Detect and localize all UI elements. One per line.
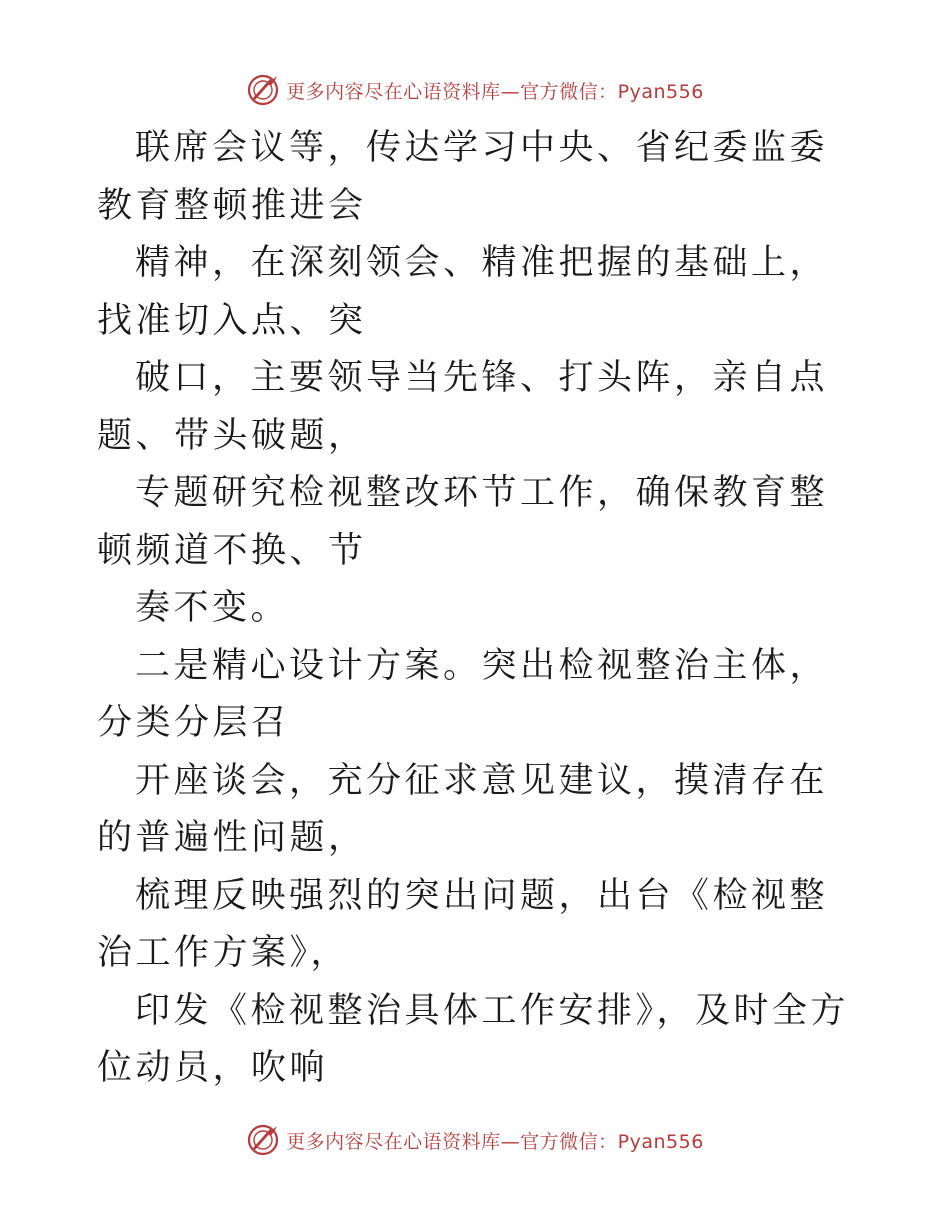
header-banner (0, 70, 950, 110)
footer-banner (0, 1120, 950, 1160)
paragraph-9: 印发《检视整治具体工作安排》，及时全方位动员，吹响 (97, 990, 850, 1088)
paragraph-6: 二是精心设计方案。突出检视整治主体，分类分层召 (97, 645, 829, 743)
paragraph-3: 破口，主要领导当先锋、打头阵，亲自点题、带头破题， (97, 358, 829, 456)
paragraph-2: 精神，在深刻领会、精准把握的基础上，找准切入点、突 (97, 243, 829, 341)
paragraph-5: 奏不变。 (135, 588, 290, 628)
quill-pen-logo-icon (246, 73, 280, 107)
paragraph-7: 开座谈会，充分征求意见建议，摸清存在的普遍性问题， (97, 760, 829, 858)
footer-banner-text: 更多内容尽在心语资料库—官方微信：Pyan556 (286, 1130, 704, 1153)
paragraph-4: 专题研究检视整改环节工作，确保教育整顿频道不换、节 (97, 473, 829, 571)
paragraph-1: 联席会议等，传达学习中央、省纪委监委教育整顿推进会 (97, 128, 829, 226)
quill-pen-logo-icon (246, 1123, 280, 1157)
paragraph-8: 梳理反映强烈的突出问题，出台《检视整治工作方案》， (97, 875, 829, 973)
document-body (97, 120, 857, 1098)
header-banner-text: 更多内容尽在心语资料库—官方微信：Pyan556 (286, 80, 704, 103)
